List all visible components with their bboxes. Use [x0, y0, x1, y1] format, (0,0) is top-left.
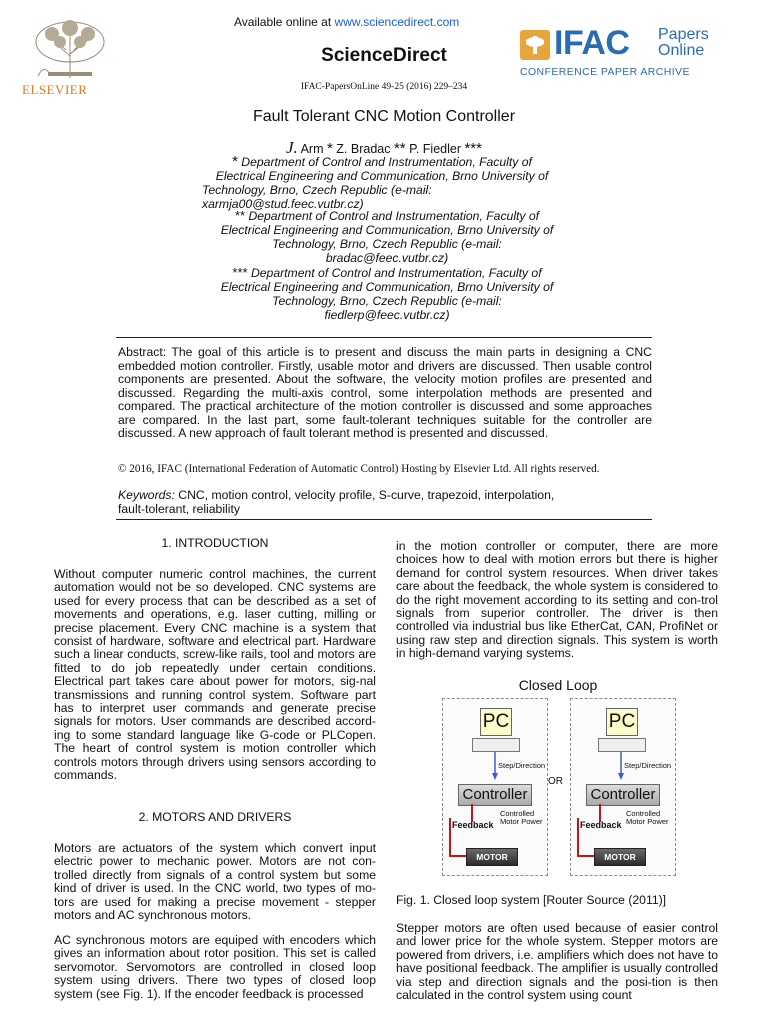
motor-box: MOTOR — [594, 848, 646, 866]
controller-box: Controller — [458, 784, 532, 806]
author-1: Arm — [297, 142, 327, 156]
journal-name: ScienceDirect — [321, 45, 447, 66]
sciencedirect-link[interactable]: www.sciencedirect.com — [334, 15, 460, 29]
author-3: P. Fiedler — [405, 142, 465, 156]
affiliation-1 — [192, 155, 572, 211]
copyright: © 2016, IFAC (International Federation of Automatic Control) Hosting by Elsevier Ltd. All rights reserved. — [118, 463, 600, 475]
right-paragraph-2: Stepper motors are often used because of easier control and lower price for the whole system. Stepper motors are powered from drivers, i.e. amplifiers which does not have to have positional feedback. The amplifier is usually controlled via step and direction signals and the posi-tion is then calculated in the control system using count — [396, 921, 718, 1003]
elsevier-wordmark: ELSEVIER — [22, 82, 88, 97]
keywords-label: Keywords: — [118, 488, 175, 502]
step-direction-label: Step/Direction — [624, 761, 672, 770]
keyboard-icon — [598, 738, 646, 752]
or-label: OR — [548, 776, 563, 787]
affiliation-3-mark: *** — [232, 265, 248, 280]
abstract-bottom-rule — [116, 519, 652, 520]
affiliation-2-mark: ** — [234, 208, 246, 223]
figure-title: Closed Loop — [518, 677, 598, 693]
affiliation-3-line: Technology, Brno, Czech Republic (e-mail: — [272, 294, 502, 308]
section-1-heading: 1. INTRODUCTION — [161, 536, 269, 550]
controlled-power-label: Controlled Motor Power — [500, 809, 543, 826]
affiliation-3-line: Department of Control and Instrumentation, Faculty of — [247, 266, 542, 280]
figure-1 — [430, 674, 686, 880]
step-direction-label: Step/Direction — [498, 761, 546, 770]
author-3-mark: *** — [464, 140, 482, 157]
affiliation-3-email: fiedlerp@feec.vutbr.cz) — [324, 308, 450, 322]
ifac-online: Online — [658, 42, 705, 59]
motors-paragraph-2: AC synchronous motors are equiped with encoders which gives an information about rotor position. This set is called servomotor. Servomotors are controlled in closed loop system using drivers. There two types of closed loop system (see Fig. 1). If the encoder feedback is processed — [54, 933, 376, 1001]
feedback-label: Feedback — [452, 820, 494, 830]
keyboard-icon — [472, 738, 520, 752]
affiliation-3 — [192, 266, 582, 322]
abstract: Abstract: The goal of this article is to present and discuss the main parts in designing a CNC embedded motion controller. Firstly, usable motor and drivers are discussed. Then usable control components are presented. About the software, the velocity motion profiles are presented and discussed. Regarding the multi-axis control, some interpolation methods are presented and compared. The practical architecture of the motion controller is discussed and some approaches are compared. In the last part, some fault-tolerant techniques suitable for the controller are discussed. A new approach of fault tolerant method is presented and discussed. — [118, 345, 652, 440]
motor-box: MOTOR — [466, 848, 518, 866]
feedback-label: Feedback — [580, 820, 622, 830]
affiliation-2-line: Electrical Engineering and Communication, Brno University of — [220, 223, 554, 237]
affiliation-2-email: bradac@feec.vutbr.cz) — [325, 251, 449, 265]
affiliation-2-line: Department of Control and Instrumentation, Faculty of — [245, 209, 540, 223]
pc-box: PC — [480, 708, 512, 736]
keywords-line: fault-tolerant, reliability — [118, 502, 240, 516]
author-2: Z. Bradac — [332, 142, 394, 156]
author-1-mark: * — [326, 140, 333, 157]
controlled-power-label: Controlled Motor Power — [626, 809, 669, 826]
author-2-mark: ** — [393, 140, 406, 157]
affiliation-2 — [192, 209, 582, 265]
available-prefix: Available online at — [234, 15, 335, 29]
affiliation-1-line: Department of Control and Instrumentation, Faculty of — [237, 155, 532, 169]
right-paragraph-1: in the motion controller or computer, there are more choices how to deal with motion errors but there is higher demand for control system resources. When driver takes care about the feedback, the whole system is considered to do the right movement according to its setting and con-trol signals from superior controller. The driver is then controlled via industrial bus like EtherCat, CAN, ProfiNet or using raw step and direction signals. This system is worth in high-demand varying systems. — [396, 539, 718, 661]
available-online — [234, 15, 459, 29]
intro-paragraph: Without computer numeric control machines, the current automation would not be so developed. CNC systems are used for every process that can be described as a set of movements and operations, e.g. laser cutting, milling or precise placement. Every CNC machine is a system that consist of hardware, software and electrical part. Hardware such a linear conducts, screw-like rails, tool and motors are fitted to do job repeatedly under certain conditions. Electrical part takes care about power for motors, sig-nal transmissions and running control system. Software part has to interpret user commands and generate precise signals for motors. User commands are described accord-ing to some standard language like G-code or PLCopen. The heart of control system is motion controller which controls motors through drivers using sensors according to commands. — [54, 567, 376, 783]
paper-title: Fault Tolerant CNC Motion Controller — [252, 108, 516, 125]
abstract-top-rule — [116, 337, 652, 338]
ifac-brand: IFAC — [554, 24, 630, 62]
section-2-heading: 2. MOTORS AND DRIVERS — [138, 810, 292, 824]
controller-box: Controller — [586, 784, 660, 806]
ifac-papers: Papers — [658, 26, 709, 43]
author-initial: J. — [286, 138, 298, 157]
keywords-line: CNC, motion control, velocity profile, S-curve, trapezoid, interpolation, — [174, 488, 555, 502]
affiliation-1-line: Electrical Engineering and Communication, Brno University of — [215, 169, 549, 183]
affiliation-2-line: Technology, Brno, Czech Republic (e-mail: — [272, 237, 502, 251]
affiliation-1-mark: * — [232, 153, 238, 170]
affiliation-1-email: xarmja00@stud.feec.vutbr.cz) — [202, 197, 364, 211]
affiliation-3-line: Electrical Engineering and Communication, Brno University of — [220, 280, 554, 294]
affiliation-1-line: Technology, Brno, Czech Republic (e-mail: — [202, 183, 432, 197]
keywords — [118, 488, 658, 516]
ifac-logo — [518, 24, 724, 84]
ifac-emblem-icon — [520, 30, 550, 60]
motors-paragraph-1: Motors are actuators of the system which convert input electric power to mechanic power. Motors are not con-trolled directly from signals of a control system but some kind of driver is used. In the CNC world, two types of mo-tors are used for making a precise movement - stepper motors and AC synchronous motors. — [54, 841, 376, 923]
ifac-archive: CONFERENCE PAPER ARCHIVE — [520, 66, 690, 78]
citation: IFAC-PapersOnLine 49-25 (2016) 229–234 — [300, 82, 468, 92]
pc-box: PC — [606, 708, 638, 736]
figure-caption: Fig. 1. Closed loop system [Router Source (2011)] — [396, 893, 667, 907]
